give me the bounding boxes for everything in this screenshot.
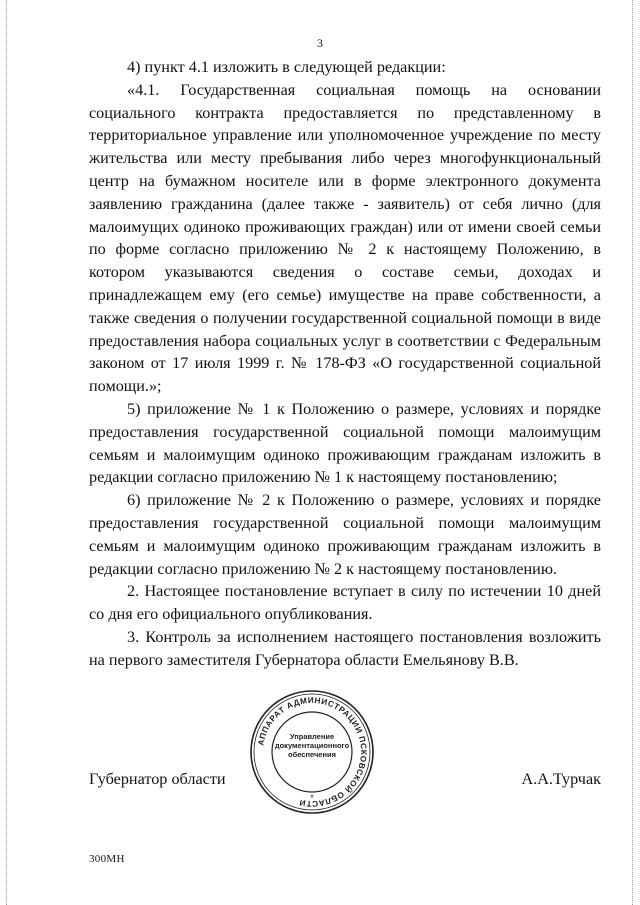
document-code: 300МН xyxy=(89,853,125,865)
scan-edge-right xyxy=(632,0,634,905)
seal-center-text xyxy=(272,732,352,759)
paragraph-item-4: 4) пункт 4.1 изложить в следующей редакции: xyxy=(127,58,446,76)
seal-center-line-3: обеспечения xyxy=(287,750,336,759)
seal-ring-text: АППАРАТ АДМИНИСТРАЦИИ ПСКОВСКОЙ ОБЛАСТИ xyxy=(256,695,369,809)
official-seal xyxy=(248,688,376,816)
page-number: 3 xyxy=(317,36,323,50)
signature-name: А.А.Турчак xyxy=(521,770,601,788)
paragraph-item-5: 5) приложение № 1 к Положению о размере, условиях и порядке предоставления государственной социальной помощи малоимущим семьям и малоимущим одиноко проживающим гражданам изложить в редакции согласно приложению № 1 к настоящему постановлению; xyxy=(89,399,601,487)
paragraph-item-6: 6) приложение № 2 к Положению о размере, условиях и порядке предоставления государственной социальной помощи малоимущим семьям и малоимущим одиноко проживающим гражданам изложить в редакции согласно приложению № 2 к настоящему постановлению. xyxy=(89,491,601,578)
seal-star: * xyxy=(310,793,314,803)
scan-edge-left xyxy=(6,0,8,905)
paragraph-section-2: 2. Настоящее постановление вступает в силу по истечении 10 дней со дня его официального опубликования. xyxy=(89,582,601,624)
seal-center-line-2: документационного xyxy=(274,741,350,750)
paragraph-clause-4-1: «4.1. Государственная социальная помощь на основании социального контракта предоставляется по представленному в территориальное управление или уполномоченное учреждение по месту жительства или месту пребывания либо через многофункциональный центр на бумажном носителе или в форме электронного документа заявлению гражданина (далее также - заявитель) от себя лично (для малоимущих одиноко проживающих граждан) или от имени своей семьи по форме согласно приложению № 2 к настоящему Положению, в котором указываются сведения о составе семьи, доходах и принадлежащем ему (его семье) имуществе на праве собственности, а также сведения о получении государственной социальной помощи в виде предоставления набора социальных услуг в соответствии с Федеральным законом от 17 июля 1999 г. № 178-ФЗ «О государственной социальной помощи.»; xyxy=(89,80,601,396)
seal-center-line-1: Управление xyxy=(289,732,335,741)
paragraph-section-3: 3. Контроль за исполнением настоящего постановления возложить на первого заместителя Губернатора области Емельянову В.В. xyxy=(89,627,601,669)
document-body xyxy=(89,56,601,672)
signature-title: Губернатор области xyxy=(89,770,226,788)
